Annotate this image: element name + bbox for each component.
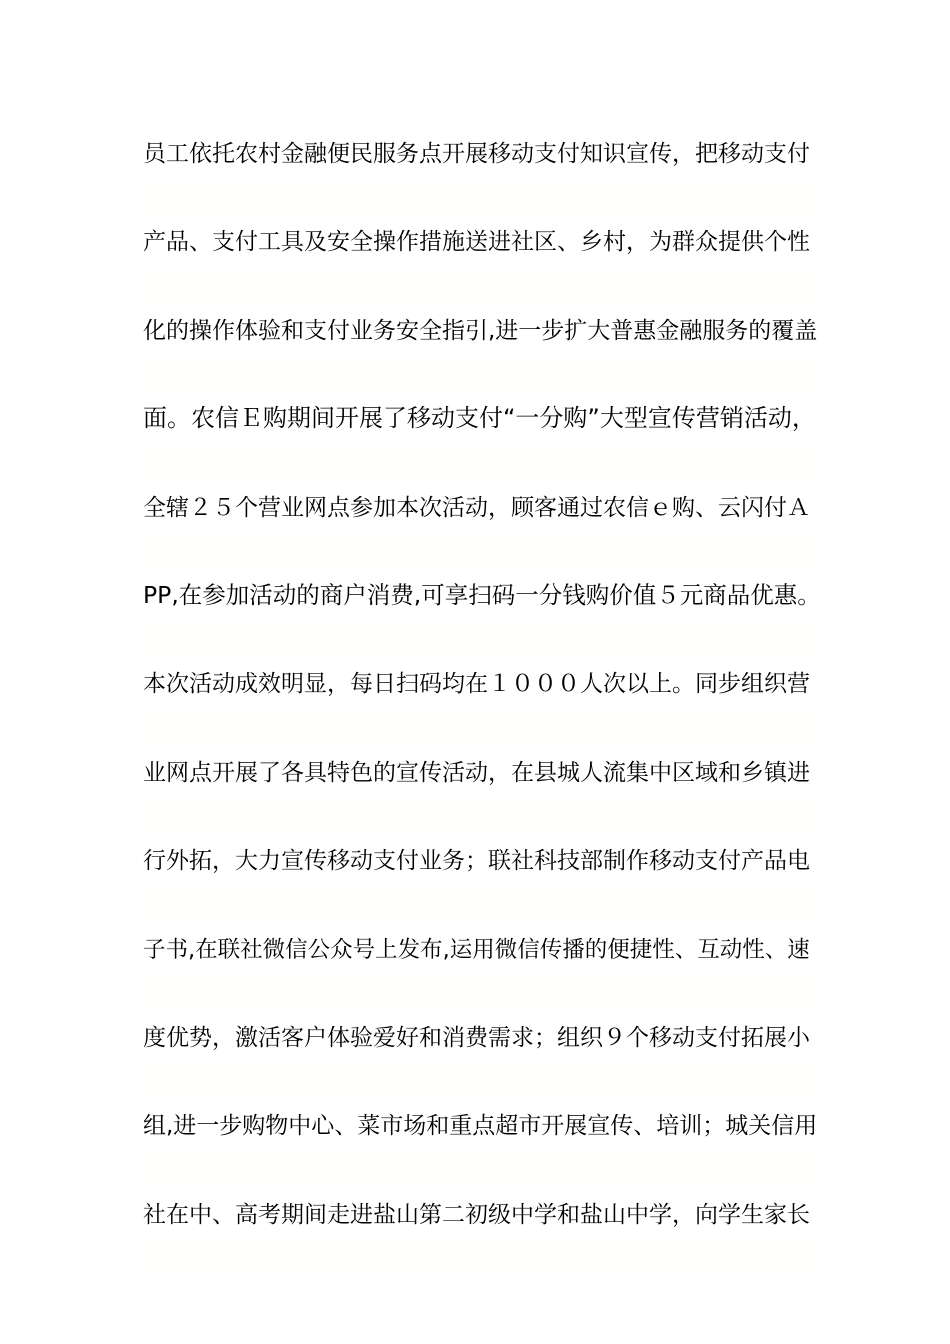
text-line-5: 全辖２５个营业网点参加本次活动，顾客通过农信ｅ购、云闪付Ａ xyxy=(143,482,823,570)
text-line-4: 面。农信Ｅ购期间开展了移动支付“一分购”大型宣传营销活动， xyxy=(143,393,823,481)
body-text xyxy=(143,128,823,1277)
text-line-2: 产品、支付工具及安全操作措施送进社区、乡村，为群众提供个性 xyxy=(143,216,823,304)
text-line-3: 化的操作体验和支付业务安全指引,进一步扩大普惠金融服务的覆盖 xyxy=(143,305,823,393)
text-line-11: 度优势，激活客户体验爱好和消费需求；组织９个移动支付拓展小 xyxy=(143,1012,823,1100)
text-line-6: PP,在参加活动的商户消费,可享扫码一分钱购价值５元商品优惠。 xyxy=(143,570,823,658)
text-line-13: 社在中、高考期间走进盐山第二初级中学和盐山中学，向学生家长 xyxy=(143,1189,823,1277)
text-line-10: 子书,在联社微信公众号上发布,运用微信传播的便捷性、互动性、速 xyxy=(143,924,823,1012)
text-line-12: 组,进一步购物中心、菜市场和重点超市开展宣传、培训；城关信用 xyxy=(143,1100,823,1188)
text-line-9: 行外拓，大力宣传移动支付业务；联社科技部制作移动支付产品电 xyxy=(143,835,823,923)
text-line-1: 员工依托农村金融便民服务点开展移动支付知识宣传，把移动支付 xyxy=(143,128,823,216)
text-line-7: 本次活动成效明显，每日扫码均在１０００人次以上。同步组织营 xyxy=(143,658,823,746)
text-line-8: 业网点开展了各具特色的宣传活动，在县城人流集中区域和乡镇进 xyxy=(143,747,823,835)
